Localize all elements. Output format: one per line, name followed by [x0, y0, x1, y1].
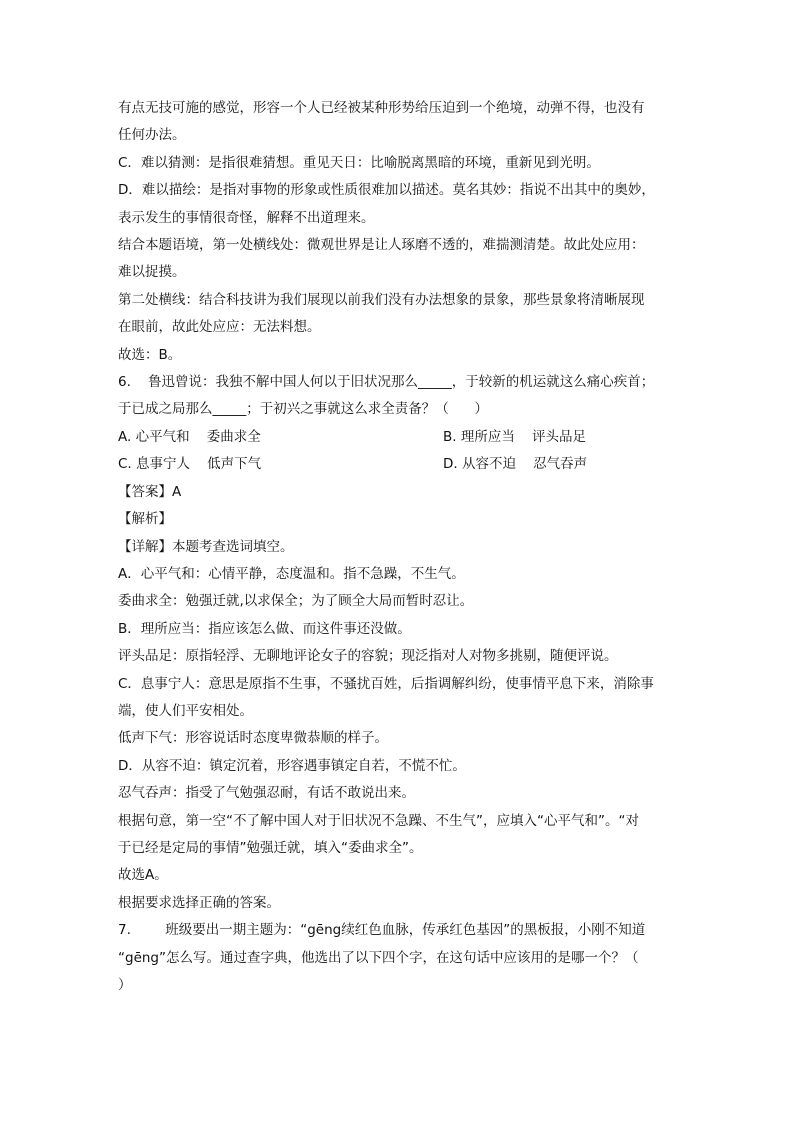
text-line: 于已经是定局的事情”勉强迁就，填入“委曲求全”。 — [118, 839, 423, 856]
options-row-2 — [118, 451, 678, 478]
text-line: 根据要求选择正确的答案。 — [118, 894, 280, 911]
text-line: 评头品足：原指轻浮、无聊地评论女子的容貌；现泛指对人对物多挑剔，随便评说。 — [118, 648, 618, 665]
question-6-stem-cont: 于已成之局那么_____；于初兴之事就这么求全责备？（ ） — [118, 401, 488, 418]
text-line: 故选：B。 — [118, 346, 182, 363]
detail-heading: 【详解】本题考查选词填空。 — [118, 538, 294, 555]
question-7-stem-end: ） — [118, 977, 132, 993]
text-line: 低声下气：形容说话时态度卑微恭顺的样子。 — [118, 730, 388, 747]
text-line: 结合本题语境，第一处横线处：微观世界是让人琢磨不透的，难揣测清楚。故此处应用： — [118, 237, 645, 254]
answer-line: 【答案】A — [118, 483, 182, 500]
question-7-stem-cont: “gēng”怎么写。通过查字典，他选出了以下四个字，在这句话中应该用的是哪一个？（ — [118, 949, 639, 966]
text-line: 忍气吞声：指受了气勉强忍耐，有话不敢说出来。 — [118, 785, 415, 802]
text-line: 任何办法。 — [118, 127, 186, 144]
options-row-1 — [118, 424, 678, 451]
text-line: 在眼前，故此处应应：无法料想。 — [118, 319, 321, 336]
document-body — [118, 95, 678, 999]
text-line: 端，使人们平安相处。 — [118, 702, 253, 719]
text-line: B．理所应当：指应该怎么做、而这件事还没做。 — [118, 620, 411, 637]
text-line: A．心平气和：心情平静，态度温和。指不急躁，不生气。 — [118, 565, 465, 582]
text-line: 有点无技可施的感觉，形容一个人已经被某种形势给压迫到一个绝境，动弹不得，也没有 — [118, 100, 645, 116]
text-line: 根据句意，第一空“不了解中国人对于旧状况不急躁、不生气”，应填入“心平气和”。“对 — [118, 812, 639, 829]
text-line: 第二处横线：结合科技讲为我们展现以前我们没有办法想象的景象，那些景象将清晰展现 — [118, 291, 645, 308]
text-line: 委曲求全：勉强迁就,以求保全；为了顾全大局而暂时忍让。 — [118, 593, 474, 610]
analysis-heading: 【解析】 — [118, 511, 172, 528]
text-line: 难以捉摸。 — [118, 264, 186, 281]
text-line: D．从容不迫：镇定沉着，形容遇事镇定自若，不慌不忙。 — [118, 757, 466, 774]
text-line: 表示发生的事情很奇怪，解释不出道理来。 — [118, 209, 375, 226]
option-a: A. 心平气和 委曲求全 — [118, 428, 261, 445]
option-c: C. 息事宁人 低声下气 — [118, 456, 262, 473]
text-line: D．难以描绘：是指对事物的形象或性质很难加以描述。莫名其妙：指说不出其中的奥妙， — [118, 182, 655, 199]
question-7-stem: 7. 班级要出一期主题为：“gēng续红色血脉，传承红色基因”的黑板报，小刚不知道 — [118, 922, 646, 939]
option-b: B. 理所应当 评头品足 — [443, 428, 587, 445]
option-d: D. 从容不迫 忍气吞声 — [443, 456, 588, 473]
text-line: C．难以猜测：是指很难猜想。重见天日：比喻脱离黑暗的环境，重新见到光明。 — [118, 154, 600, 171]
text-line: 故选A。 — [118, 867, 168, 884]
text-line: C．息事宁人：意思是原指不生事，不骚扰百姓，后指调解纠纷，使事情平息下来，消除事 — [118, 675, 654, 692]
question-6-stem: 6. 鲁迅曾说：我独不解中国人何以于旧状况那么_____，于较新的机运就这么痛心疾首； — [118, 374, 655, 391]
